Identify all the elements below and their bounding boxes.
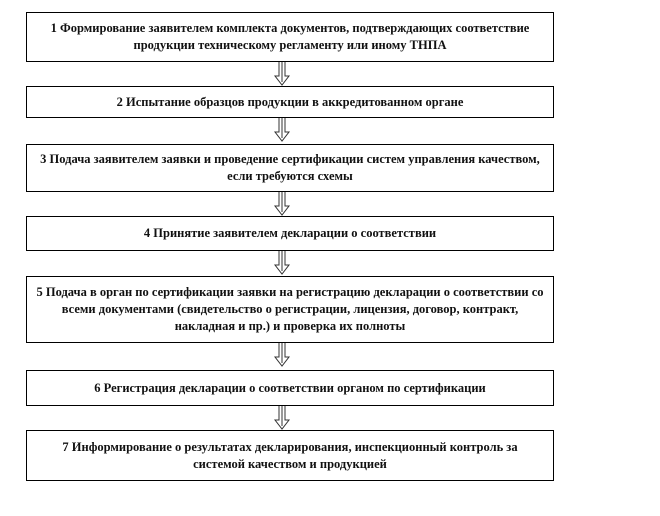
arrow-down-icon <box>272 251 292 275</box>
step-5-text: 5 Подача в орган по сертификации заявки на регистрацию декларации о соответствии со всеми документами (свидетельство о регистрации, лицензия, договор, контракт, накладная и пр.) и проверка их полноты <box>36 285 544 333</box>
step-7-box <box>26 430 554 481</box>
arrow-down-icon <box>272 406 292 430</box>
arrow-down-icon <box>272 118 292 142</box>
step-6-text: 6 Регистрация декларации о соответствии органом по сертификации <box>94 380 486 395</box>
step-1-box <box>26 12 554 62</box>
step-3-text: 3 Подача заявителем заявки и проведение сертификации систем управления качеством, если требуются схемы <box>40 152 540 183</box>
step-2-box <box>26 86 554 118</box>
step-4-text: 4 Принятие заявителем декларации о соответствии <box>143 226 437 240</box>
step-1-text: 1 Формирование заявителем комплекта документов, подтверждающих соответствие продукции техническому регламенту или иному ТНПА <box>50 21 530 52</box>
step-3-box <box>26 144 554 192</box>
step-4-box <box>26 216 554 251</box>
step-5-box <box>26 276 554 343</box>
arrow-down-icon <box>272 343 292 367</box>
step-2-text: 2 Испытание образцов продукции в аккредитованном органе <box>116 94 464 109</box>
arrow-down-icon <box>272 192 292 216</box>
step-7-text: 7 Информирование о результатах декларирования, инспекционный контроль за системой качеством и продукцией <box>62 439 518 471</box>
arrow-down-icon <box>272 62 292 86</box>
step-6-box <box>26 370 554 406</box>
